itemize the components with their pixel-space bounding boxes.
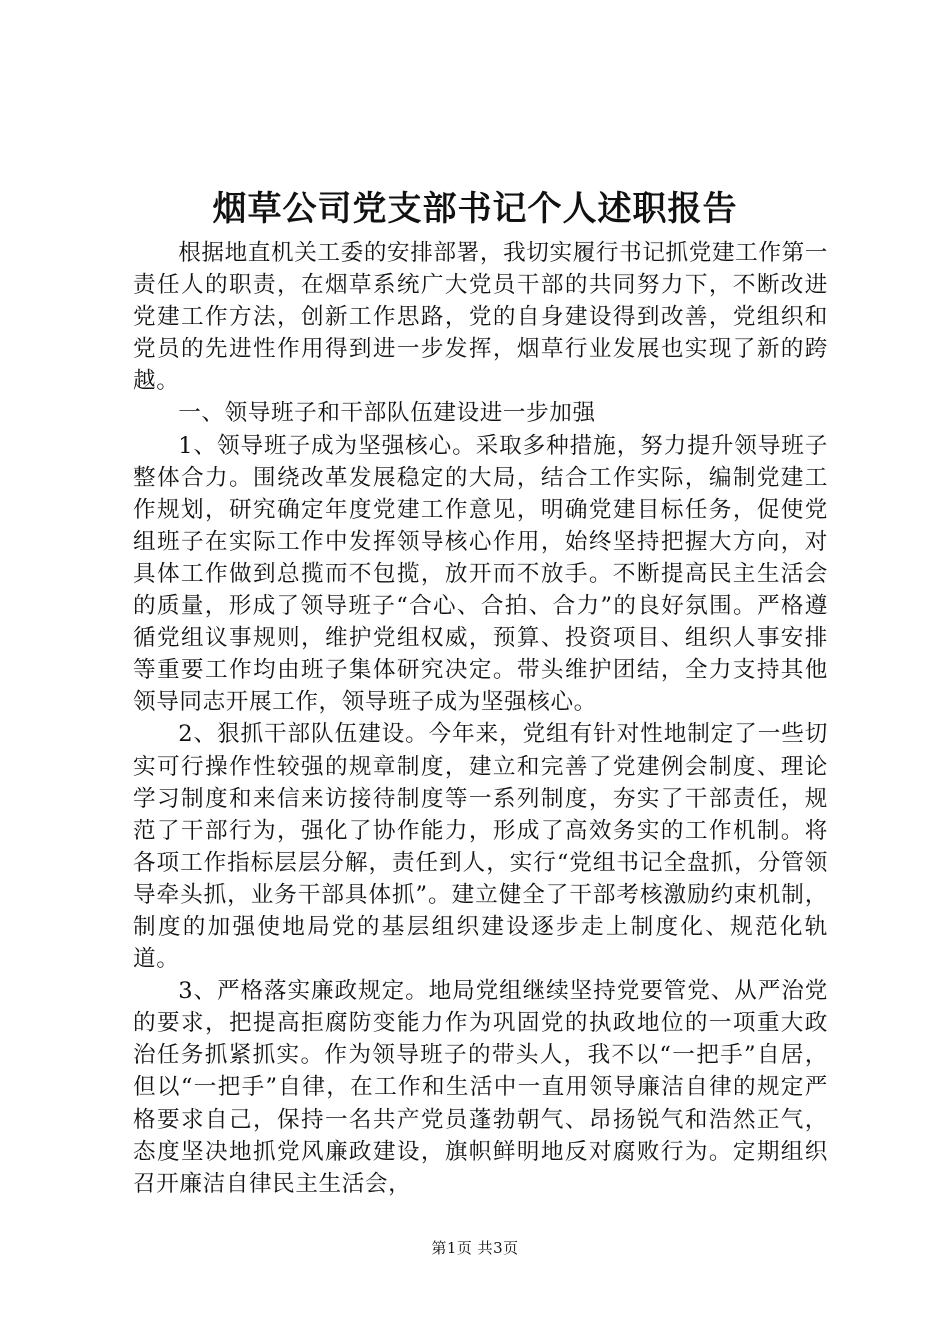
paragraph-item-3: 3、严格落实廉政规定。地局党组继续坚持党要管党、从严治党的要求，把提高拒腐防变能力作为巩固党的执政地位的一项重大政治任务抓紧抓实。作为领导班子的带头人，我不以“一把手”自居，但以“一把手”自律，在工作和生活中一直用领导廉洁自律的规定严格要求自己，保持一名共产党员蓬勃朝气、昂扬锐气和浩然正气，态度坚决地抓党风廉政建设，旗帜鲜明地反对腐败行为。定期组织召开廉洁自律民主生活会， [133, 978, 828, 1197]
page-number-footer: 第1页 共3页 [431, 1239, 519, 1257]
paragraph-item-2: 2、狠抓干部队伍建设。今年来，党组有针对性地制定了一些切实可行操作性较强的规章制度，建立和完善了党建例会制度、理论学习制度和来信来访接待制度等一系列制度，夯实了干部责任，规范了干部行为，强化了协作能力，形成了高效务实的工作机制。将各项工作指标层层分解，责任到人，实行“党组书记全盘抓，分管领导牵头抓，业务干部具体抓”。建立健全了干部考核激励约束机制，制度的加强使地局党的基层组织建设逐步走上制度化、规范化轨道。 [133, 721, 828, 973]
section-heading-1: 一、领导班子和干部队伍建设进一步加强 [178, 400, 596, 427]
document-title: 烟草公司党支部书记个人述职报告 [212, 189, 738, 229]
intro-paragraph: 根据地直机关工委的安排部署，我切实履行书记抓党建工作第一责任人的职责，在烟草系统广大党员干部的共同努力下，不断改进党建工作方法，创新工作思路，党的自身建设得到改善，党组织和党员的先进性作用得到进一步发挥，烟草行业发展也实现了新的跨越。 [133, 240, 828, 395]
paragraph-item-1: 1、领导班子成为坚强核心。采取多种措施，努力提升领导班子整体合力。围绕改革发展稳定的大局，结合工作实际，编制党建工作规划，研究确定年度党建工作意见，明确党建目标任务，促使党组班子在实际工作中发挥领导核心作用，始终坚持把握大方向，对具体工作做到总揽而不包揽，放开而不放手。不断提高民主生活会的质量，形成了领导班子“合心、合拍、合力”的良好氛围。严格遵循党组议事规则，维护党组权威，预算、投资项目、组织人事安排等重要工作均由班子集体研究决定。带头维护团结，全力支持其他领导同志开展工作，领导班子成为坚强核心。 [133, 432, 828, 716]
document-body [133, 237, 828, 1200]
